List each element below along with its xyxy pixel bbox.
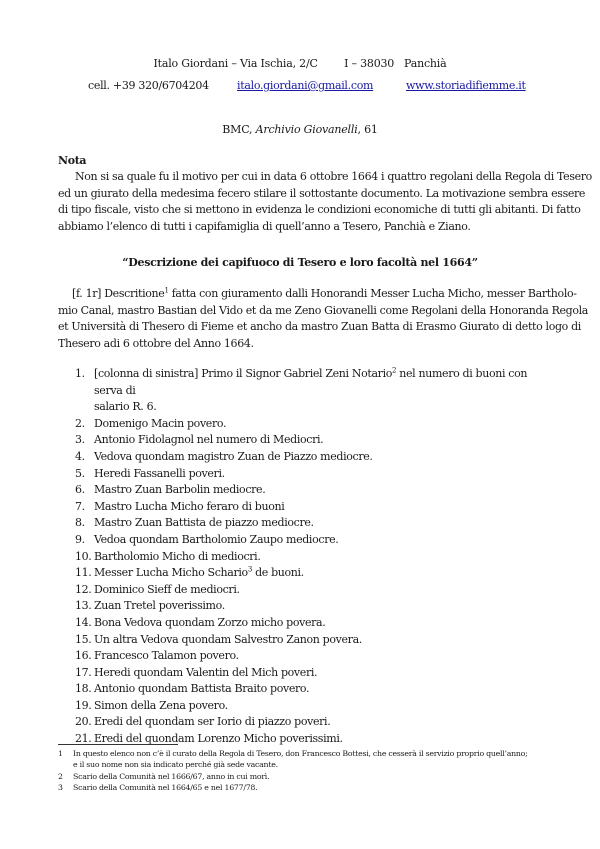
list-number: 8.	[75, 516, 85, 530]
source-reference	[0, 123, 600, 136]
list-item	[75, 665, 545, 682]
footnote	[58, 782, 548, 793]
list-text-main: Zuan Tretel poverissimo.	[94, 599, 225, 613]
author-address: Italo Giordani – Via Ischia, 2/C I – 38030 Panchià	[153, 57, 447, 70]
list-text-main: Dominico Sieff de mediocri.	[94, 582, 240, 596]
list-number: 7.	[75, 499, 85, 513]
list-text-main: Francesco Talamon povero.	[94, 649, 239, 663]
document-title: “Descrizione dei capifuoco di Tesero e loro facoltà nel 1664”	[122, 256, 478, 269]
footnote-text: Scario della Comunità nel 1666/67, anno in cui morì.	[73, 771, 270, 781]
list-number: 3.	[75, 433, 85, 447]
list-number: 4.	[75, 449, 85, 463]
website-link[interactable]: www.storiadifiemme.it	[406, 79, 526, 92]
list-text-main: Eredi del quondam Lorenzo Micho poverissimi.	[94, 732, 343, 746]
list-item	[75, 466, 545, 483]
list-item	[75, 714, 545, 731]
list-text-main: Antonio quondam Battista Braito povero.	[94, 682, 310, 696]
list-number: 16.	[75, 649, 92, 663]
footnote	[58, 748, 548, 771]
list-text-main: Heredi Fassanelli poveri.	[94, 466, 225, 480]
list-item	[75, 482, 545, 499]
list-number: 1.	[75, 367, 85, 380]
list-number: 10.	[75, 549, 92, 563]
list-text	[94, 532, 545, 549]
footnote-number: 1	[58, 749, 63, 758]
list-text	[94, 632, 545, 649]
list-item	[75, 549, 545, 566]
description-line: mio Canal, mastro Bastian del Vido et da me Zeno Giovanelli come Regolani della Honoranda Regola	[58, 303, 588, 317]
footnote-divider	[58, 744, 178, 745]
list-item	[75, 582, 545, 599]
source-suffix: , 61	[357, 123, 378, 136]
nota-line: Non si sa quale fu il motivo per cui in data 6 ottobre 1664 i quattro regolani della Regola di Tesero	[75, 170, 592, 183]
list-text	[94, 681, 545, 698]
list-text	[94, 731, 545, 748]
list-text-main: Vedova quondam magistro Zuan de Piazzo mediocre.	[94, 449, 373, 463]
description-paragraph	[58, 286, 588, 352]
list-number: 2.	[75, 416, 85, 430]
footnote-text: Scario della Comunità nel 1664/65 e nel 1677/78.	[73, 782, 258, 792]
list-number: 18.	[75, 682, 92, 696]
list-item	[75, 515, 545, 532]
list-text-main: Un altra Vedova quondam Salvestro Zanon povera.	[94, 632, 362, 646]
description-text: fatta con giuramento dalli Honorandi Messer Lucha Micho, messer Bartholo-	[168, 287, 577, 300]
footnote-number: 3	[58, 782, 63, 792]
phone-number: cell. +39 320/6704204	[88, 79, 209, 92]
list-text	[94, 615, 545, 632]
list-text	[94, 432, 545, 449]
footnote-text: e il suo nome non sia indicato perché già sede vacante.	[73, 760, 278, 770]
nota-heading: Nota	[58, 154, 87, 167]
list-item	[75, 632, 545, 649]
list-text	[94, 416, 545, 433]
list-text	[94, 714, 545, 731]
list-number: 20.	[75, 715, 92, 729]
list-text	[94, 449, 545, 466]
list-text-main: Vedoa quondam Bartholomio Zaupo mediocre.	[94, 532, 339, 546]
list-item	[75, 565, 545, 582]
list-item	[75, 648, 545, 665]
list-text	[94, 565, 545, 582]
description-line: Thesero adi 6 ottobre del Anno 1664.	[58, 336, 254, 350]
list-text-main: Mastro Lucha Micho feraro di buoni	[94, 499, 285, 513]
list-text-after: de buoni.	[251, 566, 304, 580]
list-text	[94, 515, 545, 532]
list-text	[94, 466, 545, 483]
list-item	[75, 499, 545, 516]
list-text-after: nel numero di buoni con serva di	[94, 367, 528, 397]
list-item	[75, 598, 545, 615]
list-text	[94, 582, 545, 599]
nota-line: di tipo fiscale, visto che si mettono in evidenza le condizioni economiche di tutti gli abitanti. Di fatto	[58, 203, 581, 216]
household-list	[75, 366, 545, 748]
list-text-main: Messer Lucha Micho Schario	[94, 566, 248, 580]
list-number: 9.	[75, 532, 85, 546]
list-text	[94, 549, 545, 566]
list-number: 13.	[75, 599, 92, 613]
footnote-ref: 2	[392, 366, 397, 375]
list-item	[75, 681, 545, 698]
list-text-main: Simon della Zena povero.	[94, 698, 228, 712]
footnote-number: 2	[58, 771, 63, 781]
list-number: 14.	[75, 615, 92, 629]
list-text	[94, 482, 545, 499]
list-number: 6.	[75, 483, 85, 497]
list-text-continuation: salario R. 6.	[94, 400, 157, 414]
footnote-ref: 3	[247, 565, 252, 574]
nota-line: ed un giurato della medesima fecero stilare il sottostante documento. La motivazione sembra essere	[58, 186, 586, 200]
list-text-main: Eredi del quondam ser Iorio di piazzo poveri.	[94, 715, 331, 729]
list-text	[94, 598, 545, 615]
list-number: 17.	[75, 665, 92, 679]
list-number: 5.	[75, 466, 85, 480]
email-link[interactable]: italo.giordani@gmail.com	[237, 79, 374, 92]
list-number: 19.	[75, 698, 92, 712]
footnote-ref: 1	[164, 286, 169, 295]
nota-line: abbiamo l’elenco di tutti i capifamiglia di quell’anno a Tesero, Panchià e Ziano.	[58, 219, 471, 233]
list-text-main: Mastro Zuan Battista de piazzo mediocre.	[94, 516, 314, 530]
list-text	[94, 648, 545, 665]
list-text	[94, 698, 545, 715]
list-text-main: Bona Vedova quondam Zorzo micho povera.	[94, 615, 326, 629]
list-item	[75, 532, 545, 549]
list-item	[75, 366, 545, 416]
footnote-text: In questo elenco non c’è il curato della Regola di Tesero, don Francesco Bottesi, che cesserà il servizio proprio quell’anno;	[73, 749, 528, 758]
list-text-main: Mastro Zuan Barbolin mediocre.	[94, 483, 266, 497]
list-item	[75, 615, 545, 632]
list-text	[94, 499, 545, 516]
description-text: [f. 1r] Descritione	[72, 287, 165, 300]
list-number: 21.	[75, 732, 92, 746]
source-archive: Archivio Giovanelli	[255, 123, 358, 136]
list-item	[75, 698, 545, 715]
list-text	[94, 366, 545, 399]
list-number: 12.	[75, 582, 92, 596]
list-text	[94, 665, 545, 682]
list-text-main: Domenigo Macin povero.	[94, 416, 227, 430]
list-number: 15.	[75, 632, 92, 646]
list-text-main: Antonio Fidolagnol nel numero di Mediocri.	[94, 433, 324, 447]
list-item	[75, 449, 545, 466]
list-text-main: Heredi quondam Valentin del Mich poveri.	[94, 665, 318, 679]
list-item	[75, 416, 545, 433]
list-text-main: [colonna di sinistra] Primo il Signor Gabriel Zeni Notario	[94, 367, 393, 380]
footnote	[58, 771, 548, 782]
list-number: 11.	[75, 566, 92, 580]
footnotes	[58, 748, 548, 793]
description-line	[58, 286, 577, 303]
list-item	[75, 432, 545, 449]
description-line: et Università di Thesero di Fieme et ancho da mastro Zuan Batta di Erasmo Giurato di detto logo di	[58, 320, 581, 333]
list-text-main: Bartholomio Micho di mediocri.	[94, 549, 261, 563]
nota-paragraph	[58, 169, 592, 235]
list-item	[75, 731, 545, 748]
source-prefix: BMC,	[222, 123, 256, 136]
